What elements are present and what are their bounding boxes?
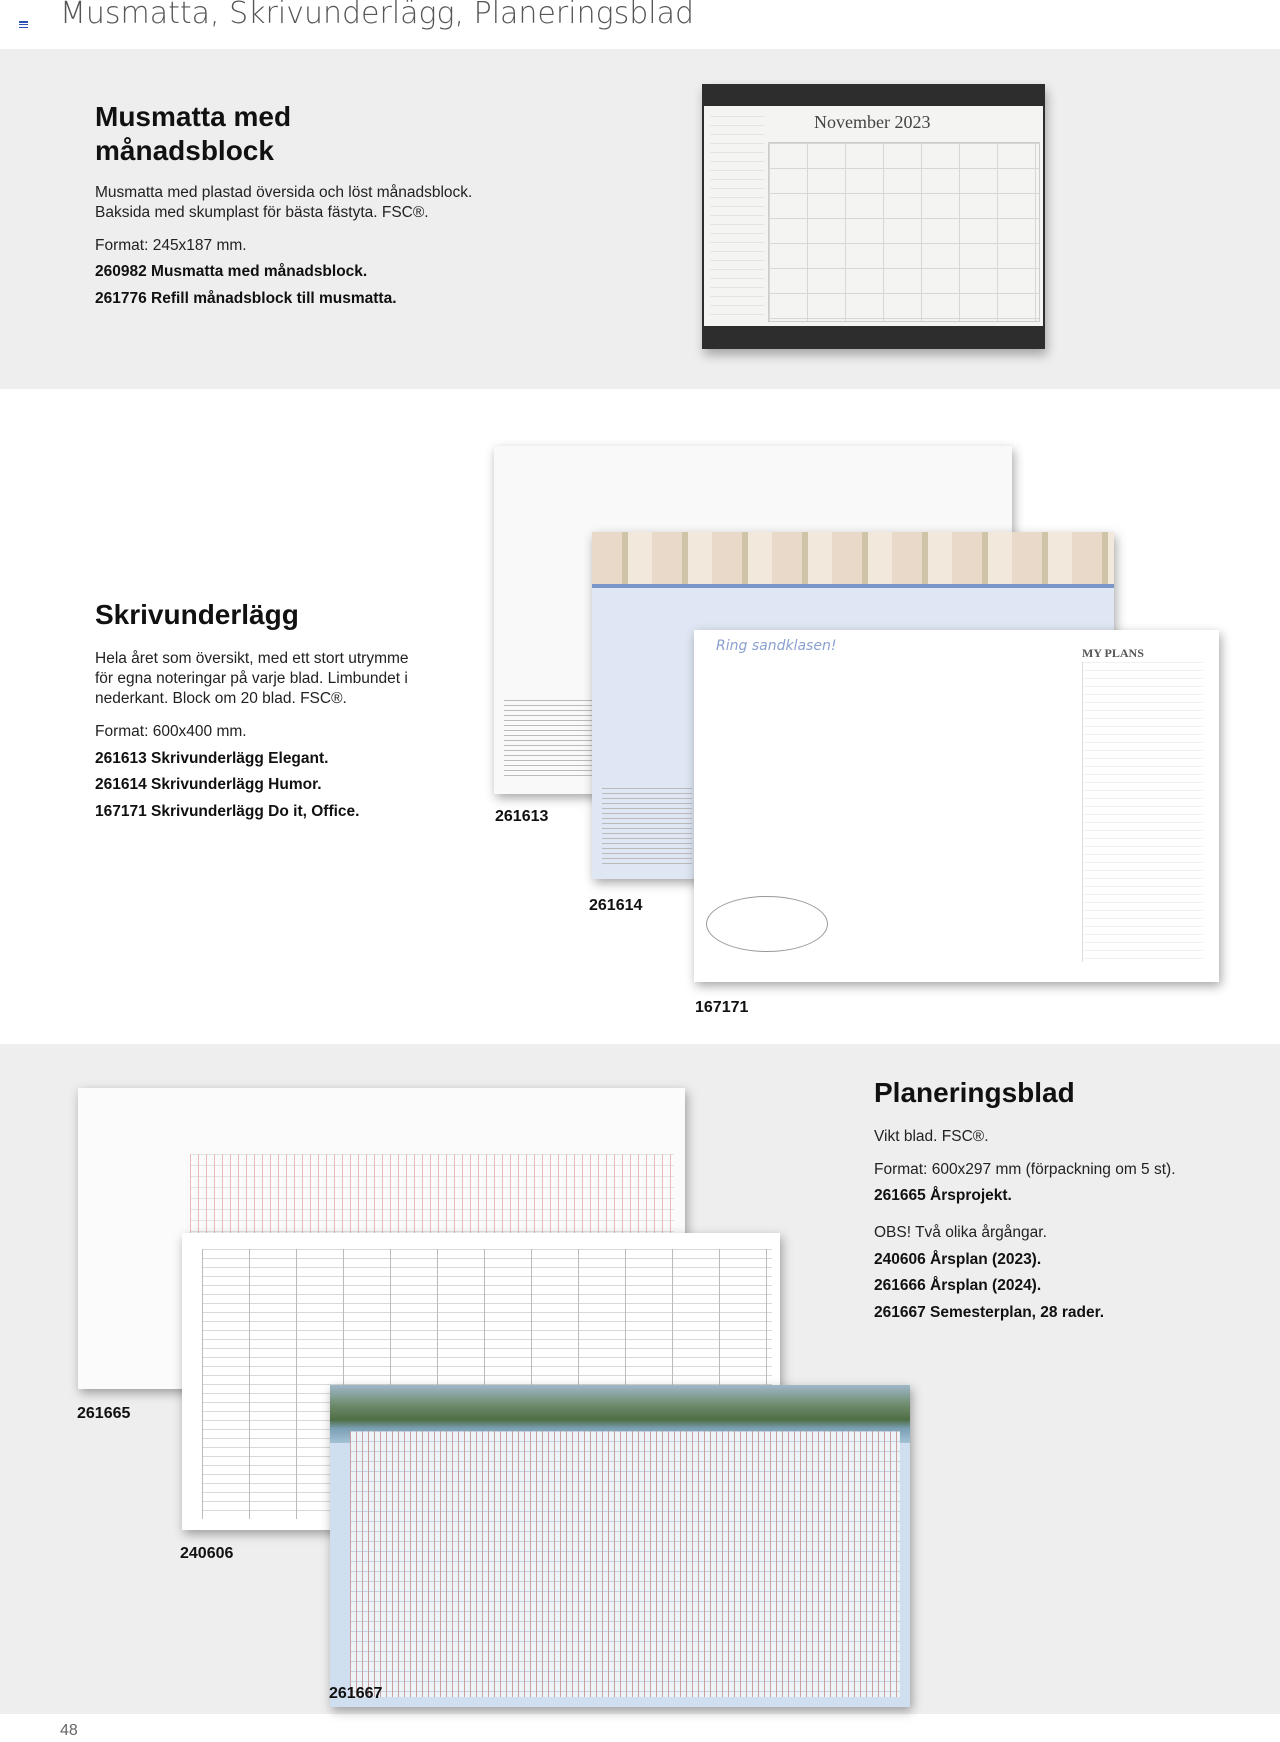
product-label: 167171 <box>695 999 749 1016</box>
section1-description: Musmatta med plastad översida och löst månadsblock. Baksida med skumplast för bästa fästyta. FSC®. <box>95 184 473 221</box>
section1-item: 261776 Refill månadsblock till musmatta. <box>95 290 397 307</box>
product-label: 261667 <box>329 1685 383 1702</box>
section3-note: OBS! Två olika årgångar. <box>874 1224 1047 1241</box>
planning-sheet-semesterplan-image <box>330 1385 910 1707</box>
section3-title: Planeringsblad <box>874 1077 1075 1108</box>
section3-item: 261665 Årsprojekt. <box>874 1187 1012 1204</box>
section1-title: Musmatta med månadsblock <box>95 101 292 166</box>
pad-myplans-label: MY PLANS <box>1082 646 1144 660</box>
section1-format: Format: 245x187 mm. <box>95 237 247 254</box>
section1-item: 260982 Musmatta med månadsblock. <box>95 263 368 280</box>
section2-format: Format: 600x400 mm. <box>95 723 247 740</box>
section3-item: 261667 Semesterplan, 28 rader. <box>874 1304 1105 1321</box>
section3-format: Format: 600x297 mm (förpackning om 5 st). <box>874 1161 1176 1178</box>
product-label: 240606 <box>180 1545 234 1562</box>
section2-item: 167171 Skrivunderlägg Do it, Office. <box>95 803 360 820</box>
section2-title: Skrivunderlägg <box>95 599 299 630</box>
section2-item: 261613 Skrivunderlägg Elegant. <box>95 750 329 767</box>
product-label: 261613 <box>495 808 549 825</box>
product-label: 261665 <box>77 1405 131 1422</box>
section3-item: 240606 Årsplan (2023). <box>874 1251 1042 1268</box>
section3-item: 261666 Årsplan (2024). <box>874 1277 1042 1294</box>
mousepad-image <box>702 84 1045 349</box>
product-label: 261614 <box>589 897 643 914</box>
page-title: Musmatta, Skrivunderlägg, Planeringsblad <box>60 0 695 31</box>
desk-pad-office-image <box>694 630 1219 982</box>
section2-description: Hela året som översikt, med ett stort utrymme för egna noteringar på varje blad. Limbundet i nederkant. Block om 20 blad. FSC®. <box>95 650 409 707</box>
section2-item: 261614 Skrivunderlägg Humor. <box>95 776 322 793</box>
menu-icon[interactable] <box>19 21 28 28</box>
calendar-month-title: November 2023 <box>814 112 931 132</box>
section3-description: Vikt blad. FSC®. <box>874 1128 989 1145</box>
pad-handwriting: Ring sandklasen! <box>716 638 837 654</box>
page-number: 48 <box>60 1722 78 1739</box>
